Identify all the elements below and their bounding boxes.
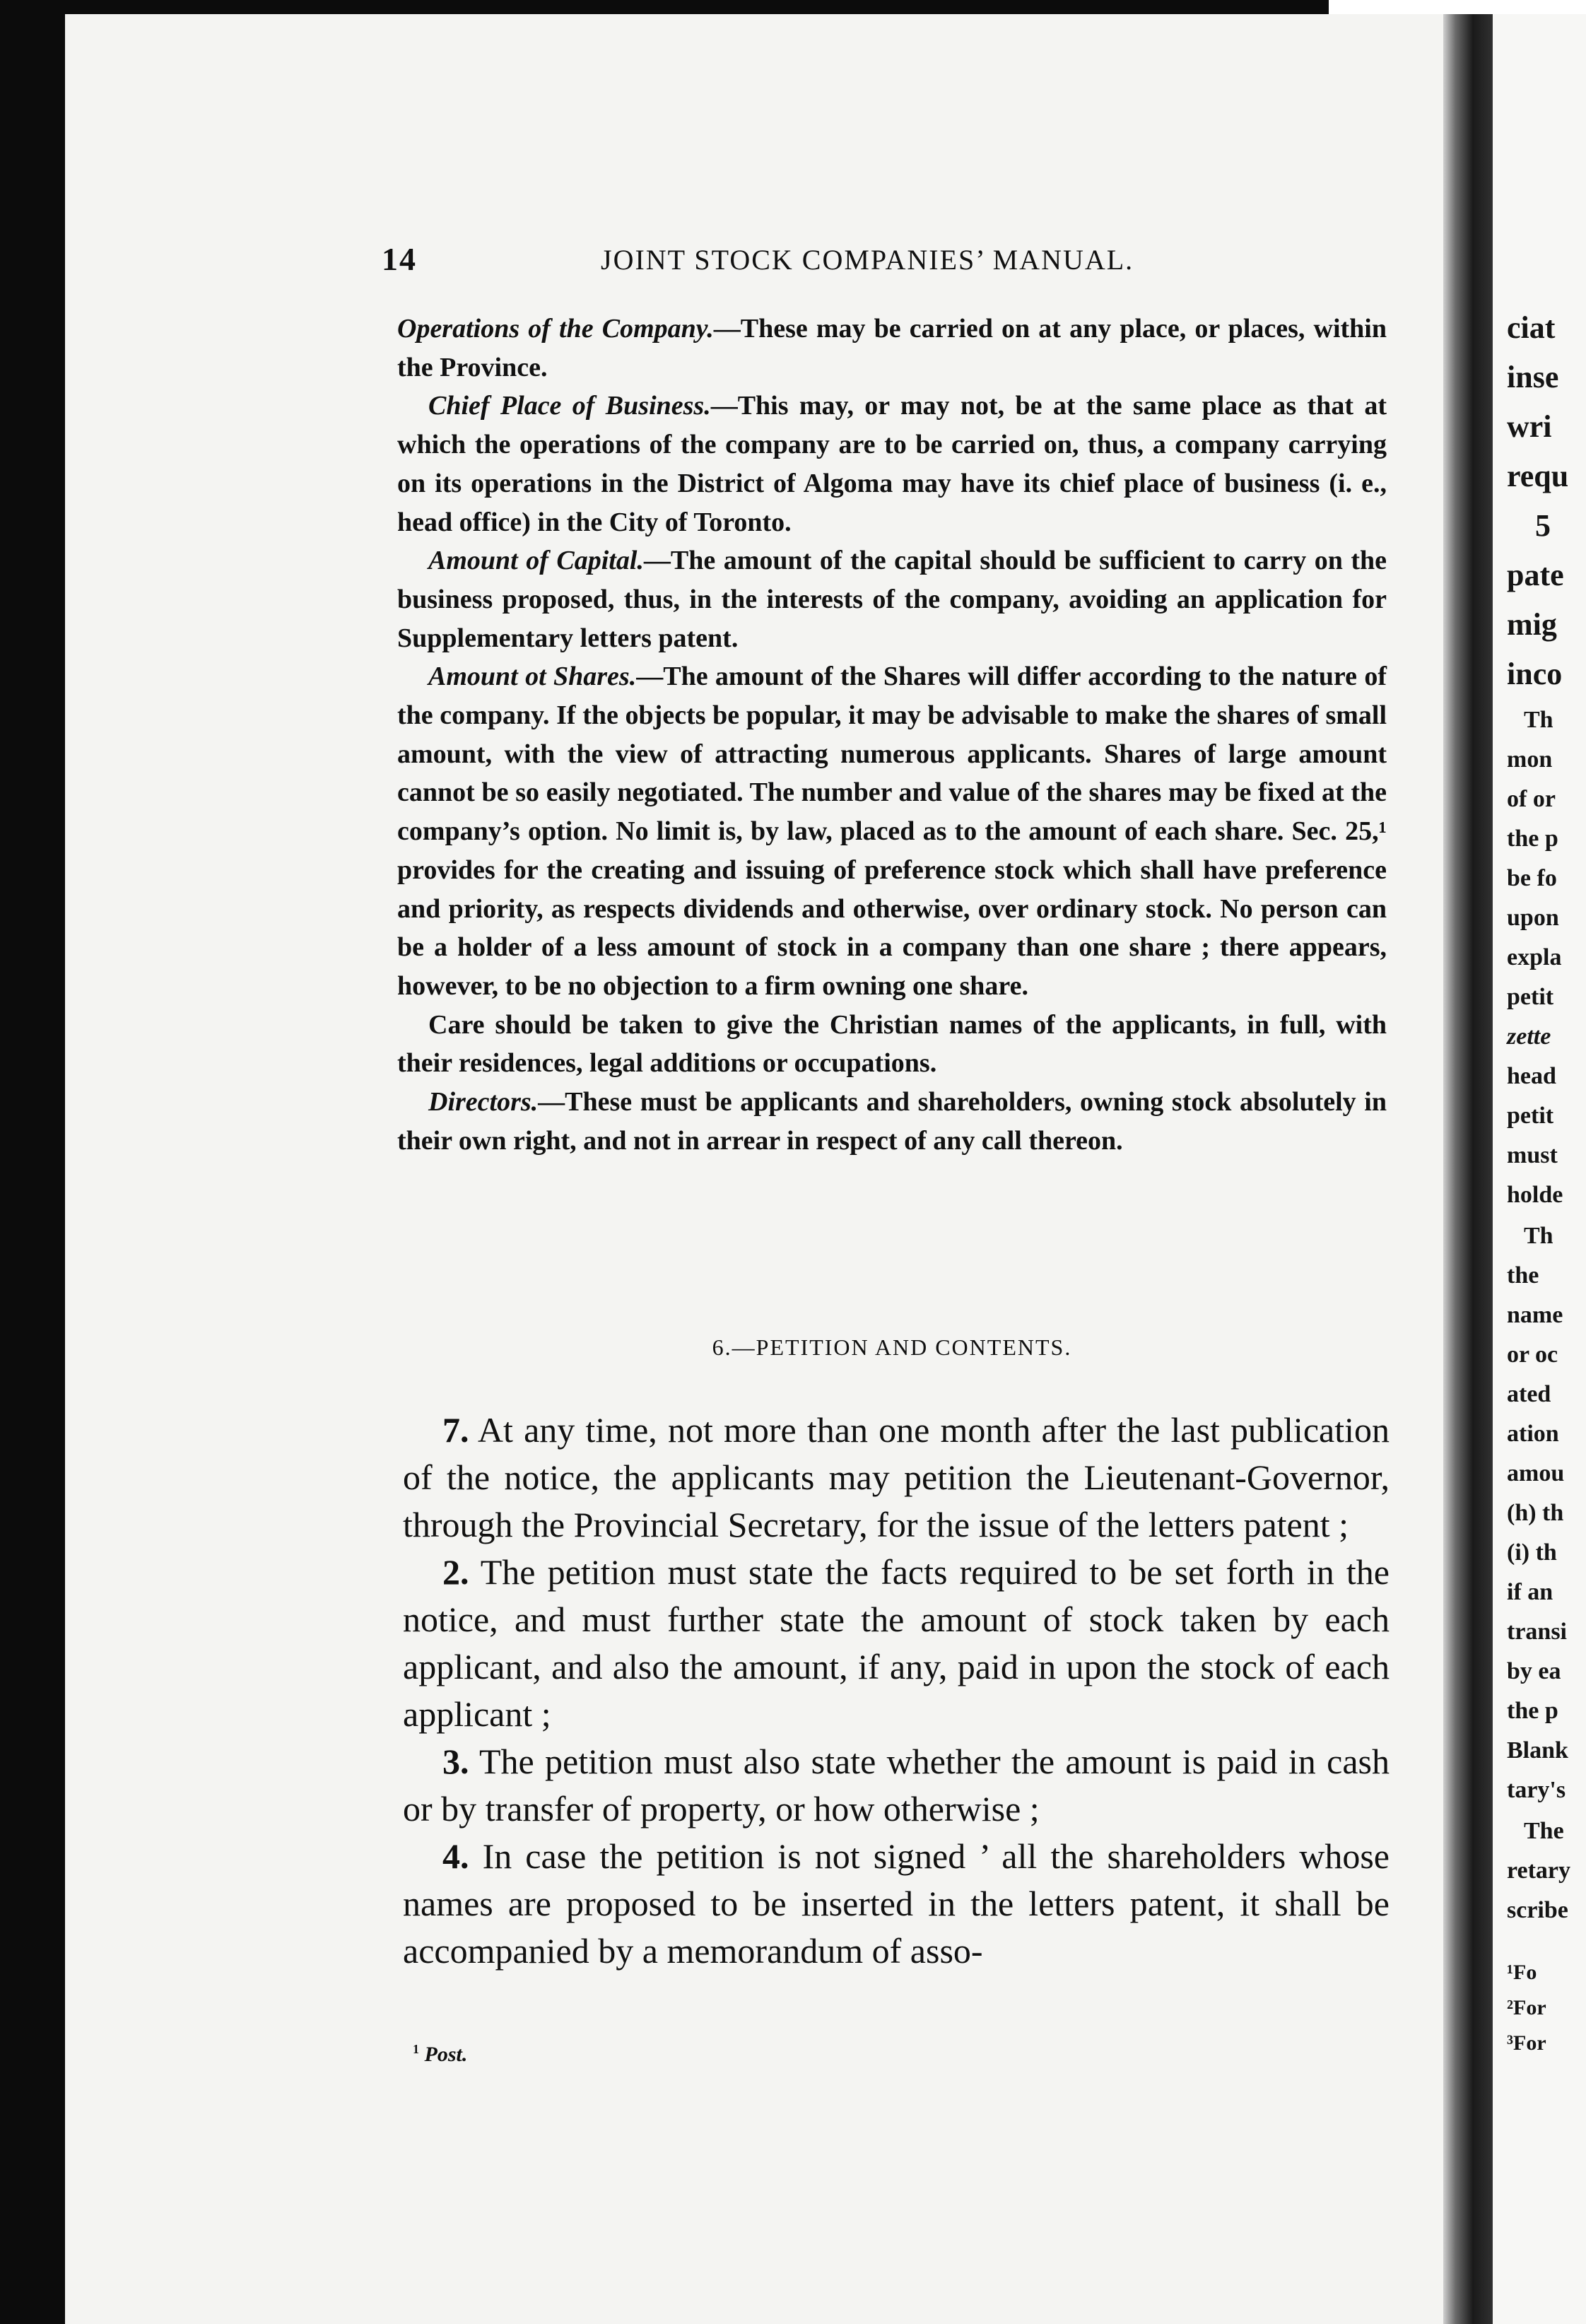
facing-page-fragment: Th	[1524, 1223, 1553, 1249]
facing-page-fragment: must	[1507, 1142, 1558, 1168]
clause-2	[403, 1549, 1390, 1738]
facing-page-fragment: name	[1507, 1302, 1563, 1328]
facing-page-fragment: Blank	[1507, 1737, 1568, 1763]
clause-number: 4.	[442, 1836, 469, 1876]
paragraph-lead: Amount ot Shares.	[428, 662, 637, 692]
paragraph-body: —These must be applicants and shareholders, owning stock absolutely in their own right, and not in arrear in respect of any call thereon.	[397, 1087, 1387, 1156]
facing-page-fragment: tary's	[1507, 1777, 1566, 1803]
page-header	[382, 240, 1180, 283]
facing-page-fragment: The	[1524, 1818, 1564, 1844]
facing-page-fragment: mig	[1507, 607, 1557, 642]
paragraph-operations	[397, 310, 1387, 387]
footnote-text: Post.	[424, 2043, 468, 2066]
facing-page-fragment: (i) th	[1507, 1539, 1557, 1566]
facing-page-fragment: petit	[1507, 984, 1554, 1010]
clause-number: 7.	[442, 1410, 469, 1450]
facing-page-fragment: ²For	[1507, 1996, 1546, 2019]
book-spine-shadow	[1443, 14, 1493, 2324]
facing-page-fragment: (h) th	[1507, 1500, 1564, 1526]
clause-4	[403, 1833, 1390, 1975]
scan-border-left	[0, 0, 65, 2324]
facing-page	[1493, 14, 1586, 2324]
clause-3	[403, 1738, 1390, 1833]
commentary-text	[397, 310, 1387, 1160]
facing-page-fragment: ³For	[1507, 2031, 1546, 2055]
facing-page-fragment: ¹Fo	[1507, 1961, 1537, 1984]
paragraph-body: —These may be carried on at any place, or places, within the Province.	[397, 314, 1387, 382]
facing-page-fragment: petit	[1507, 1103, 1554, 1129]
running-head: JOINT STOCK COMPANIES’ MANUAL.	[601, 244, 1134, 276]
clause-body: The petition must also state whether the amount is paid in cash or by transfer of property, or how otherwise ;	[403, 1742, 1390, 1829]
paragraph-christian-names	[397, 1006, 1387, 1083]
facing-page-fragment: retary	[1507, 1858, 1570, 1884]
facing-page-fragment: ated	[1507, 1381, 1551, 1407]
facing-page-fragment: requ	[1507, 459, 1569, 493]
facing-page-fragment: Th	[1524, 707, 1553, 733]
facing-page-fragment: if an	[1507, 1579, 1553, 1605]
facing-page-fragment: mon	[1507, 746, 1553, 773]
paragraph-amount-shares	[397, 657, 1387, 1005]
facing-page-fragment: wri	[1507, 409, 1552, 444]
facing-page-fragment: head	[1507, 1063, 1556, 1089]
footnote-marker: 1	[413, 2042, 419, 2056]
facing-page-fragment: ciat	[1507, 310, 1556, 345]
paragraph-lead: Amount of Capital.	[428, 546, 644, 576]
facing-page-fragment: zette	[1507, 1023, 1551, 1050]
paragraph-lead: Chief Place of Business.	[428, 391, 711, 421]
paragraph-chief-place	[397, 387, 1387, 541]
paragraph-lead: Operations of the Company.	[397, 314, 714, 344]
facing-page-fragment: or oc	[1507, 1342, 1558, 1368]
paragraph-body: —This may, or may not, be at the same place as that at which the operations of the company are to be carried on, thus, a company carrying on its operations in the District of Algoma may have its chief place of business (i. e., head office) in the City of Toronto.	[397, 391, 1387, 537]
facing-page-fragment: inse	[1507, 360, 1559, 394]
facing-page-fragment: of or	[1507, 786, 1556, 812]
facing-page-fragment: transi	[1507, 1619, 1567, 1645]
paragraph-lead: Directors.	[428, 1087, 539, 1117]
clause-number: 2.	[442, 1552, 469, 1592]
facing-page-fragment: by ea	[1507, 1658, 1561, 1684]
facing-page-fragment: scribe	[1507, 1897, 1568, 1923]
facing-page-fragment: 5	[1535, 508, 1551, 543]
paragraph-body: Care should be taken to give the Christian names of the applicants, in full, with their residences, legal additions or occupations.	[397, 1009, 1387, 1079]
facing-page-fragment: inco	[1507, 657, 1563, 691]
facing-page-fragment: amou	[1507, 1460, 1565, 1486]
facing-page-fragment: the p	[1507, 1698, 1558, 1724]
paragraph-directors	[397, 1083, 1387, 1160]
facing-page-fragment: be fo	[1507, 865, 1557, 891]
paragraph-body: —The amount of the Shares will differ according to the nature of the company. If the objects be popular, it may be advisable to make the shares of small amount, with the view of attracting numerous applicants. Shares of large amount cannot be so easily negotiated. The number and value of the shares may be fixed at the company’s option. No limit is, by law, placed as to the amount of each share. Sec. 25,¹ provides for the creating and issuing of preference stock which shall have preference and priority, as respects dividends and otherwise, over ordinary stock. No person can be a holder of a less amount of stock in a company than one share ; there appears, however, to be no objection to a firm owning one share.	[397, 662, 1387, 1001]
paragraph-amount-capital	[397, 541, 1387, 657]
facing-page-fragment: the	[1507, 1262, 1539, 1289]
clause-body: At any time, not more than one month after the last publication of the notice, the applicants may petition the Lieutenant-Governor, through the Provincial Secretary, for the issue of the letters patent ;	[403, 1410, 1390, 1544]
section-heading: 6.—PETITION AND CONTENTS.	[712, 1334, 1072, 1360]
facing-page-fragment: the p	[1507, 826, 1558, 852]
facing-page-fragment: pate	[1507, 558, 1564, 592]
facing-page-fragment: expla	[1507, 944, 1562, 970]
facing-page-fragment: upon	[1507, 905, 1559, 931]
clause-body: In case the petition is not signed ’ all the shareholders whose names are proposed to be inserted in the letters patent, it shall be accompanied by a memorandum of asso-	[403, 1836, 1390, 1971]
scan-top-right-blank	[1329, 0, 1586, 14]
paragraph-body: —The amount of the capital should be sufficient to carry on the business proposed, thus, in the interests of the company, avoiding an application for Supplementary letters patent.	[397, 546, 1387, 653]
clause-number: 3.	[442, 1742, 469, 1781]
clause-body: The petition must state the facts required to be set forth in the notice, and must further state the amount of stock taken by each applicant, and also the amount, if any, paid in upon the stock of each applicant ;	[403, 1552, 1390, 1734]
facing-page-fragment: holde	[1507, 1182, 1563, 1208]
statute-text	[403, 1407, 1390, 1975]
page-number: 14	[382, 241, 417, 277]
facing-page-fragment: ation	[1507, 1421, 1559, 1447]
footnote	[413, 2043, 467, 2067]
clause-7	[403, 1407, 1390, 1549]
